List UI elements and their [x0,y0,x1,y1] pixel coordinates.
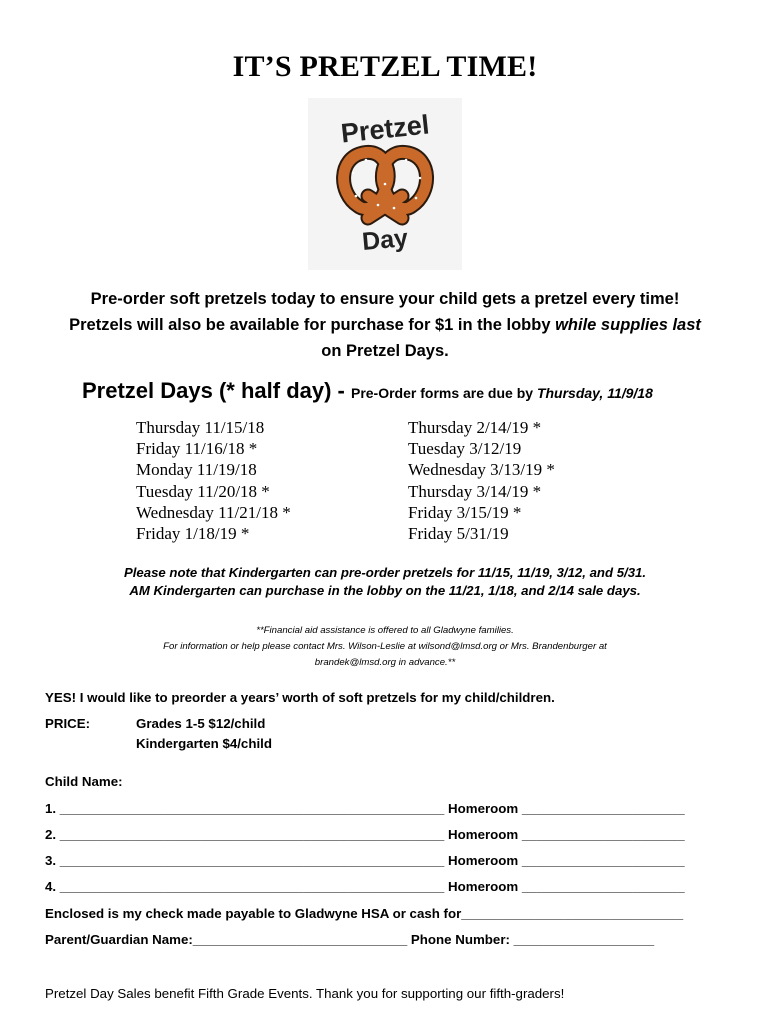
payment-line[interactable]: Enclosed is my check made payable to Gladwyne HSA or cash for______________________________ [45,906,684,921]
date-item: Friday 3/15/19 * [408,502,522,522]
child-entry-line[interactable]: 4. ____________________________________________________ Homeroom ______________________ [45,879,685,894]
date-item: Friday 5/31/19 [408,524,509,544]
logo-text-bottom: Day [360,224,410,256]
page-title: IT’S PRETZEL TIME! [232,50,538,83]
child-name-label: Child Name: [45,774,123,789]
financial-note-line-3: brandek@lmsd.org in advance.** [314,657,456,668]
parent-phone-line[interactable]: Parent/Guardian Name:_____________________________ Phone Number: ___________________ [45,932,655,947]
logo-text-top: Pretzel [339,109,431,149]
date-item: Tuesday 3/12/19 [408,439,522,459]
price-kindergarten: Kindergarten $4/child [136,736,272,751]
kindergarten-note-line-1: Please note that Kindergarten can pre-order pretzels for 11/15, 11/19, 3/12, and 5/31. [123,565,647,580]
intro-line-3: on Pretzel Days. [321,342,449,360]
footer-note: Pretzel Day Sales benefit Fifth Grade Events. Thank you for supporting our fifth-graders! [45,986,565,1001]
price-grades: Grades 1-5 $12/child [136,716,266,731]
date-item: Thursday 11/15/18 [136,418,265,437]
child-entry-line[interactable]: 3. ____________________________________________________ Homeroom ______________________ [45,853,685,868]
date-item: Monday 11/19/18 [136,460,257,480]
pretzel-days-heading [82,378,653,404]
date-item: Thursday 3/14/19 * [408,481,542,501]
intro-line-1: Pre-order soft pretzels today to ensure your child gets a pretzel every time! [90,290,680,308]
date-item: Wednesday 11/21/18 * [136,502,291,522]
preorder-statement: YES! I would like to preorder a years’ worth of soft pretzels for my child/children. [45,690,555,705]
due-date: Thursday, 11/9/18 [536,385,653,401]
dates-left-column [136,417,291,544]
child-entry-line[interactable]: 2. ____________________________________________________ Homeroom ______________________ [45,827,685,842]
child-entry-line[interactable]: 1. ____________________________________________________ Homeroom ______________________ [45,801,685,816]
kindergarten-note-line-2: AM Kindergarten can purchase in the lobby on the 11/21, 1/18, and 2/14 sale days. [129,583,641,598]
dates-right-column [408,417,555,544]
date-item: Wednesday 3/13/19 * [408,460,555,480]
intro-line-2-italic: while supplies last [555,316,701,334]
pretzel-days-title: Pretzel Days (* half day) - [82,378,351,403]
intro-line-2-text: Pretzels will also be available for purchase for $1 in the lobby [69,316,556,334]
date-item: Friday 11/16/18 * [136,439,258,459]
due-text: Pre-Order forms are due by [350,385,537,401]
pretzel-day-logo-icon [308,98,462,270]
date-item: Thursday 2/14/19 * [408,418,542,437]
date-item: Friday 1/18/19 * [136,524,250,544]
date-item: Tuesday 11/20/18 * [136,481,270,501]
financial-note-line-1: **Financial aid assistance is offered to all Gladwyne families. [256,625,514,636]
intro-line-2 [0,316,770,335]
financial-note-line-2: For information or help please contact Mrs. Wilson-Leslie at wilsond@lmsd.org or Mrs. Brandenburger at [163,641,607,652]
price-label: PRICE: [45,716,91,731]
